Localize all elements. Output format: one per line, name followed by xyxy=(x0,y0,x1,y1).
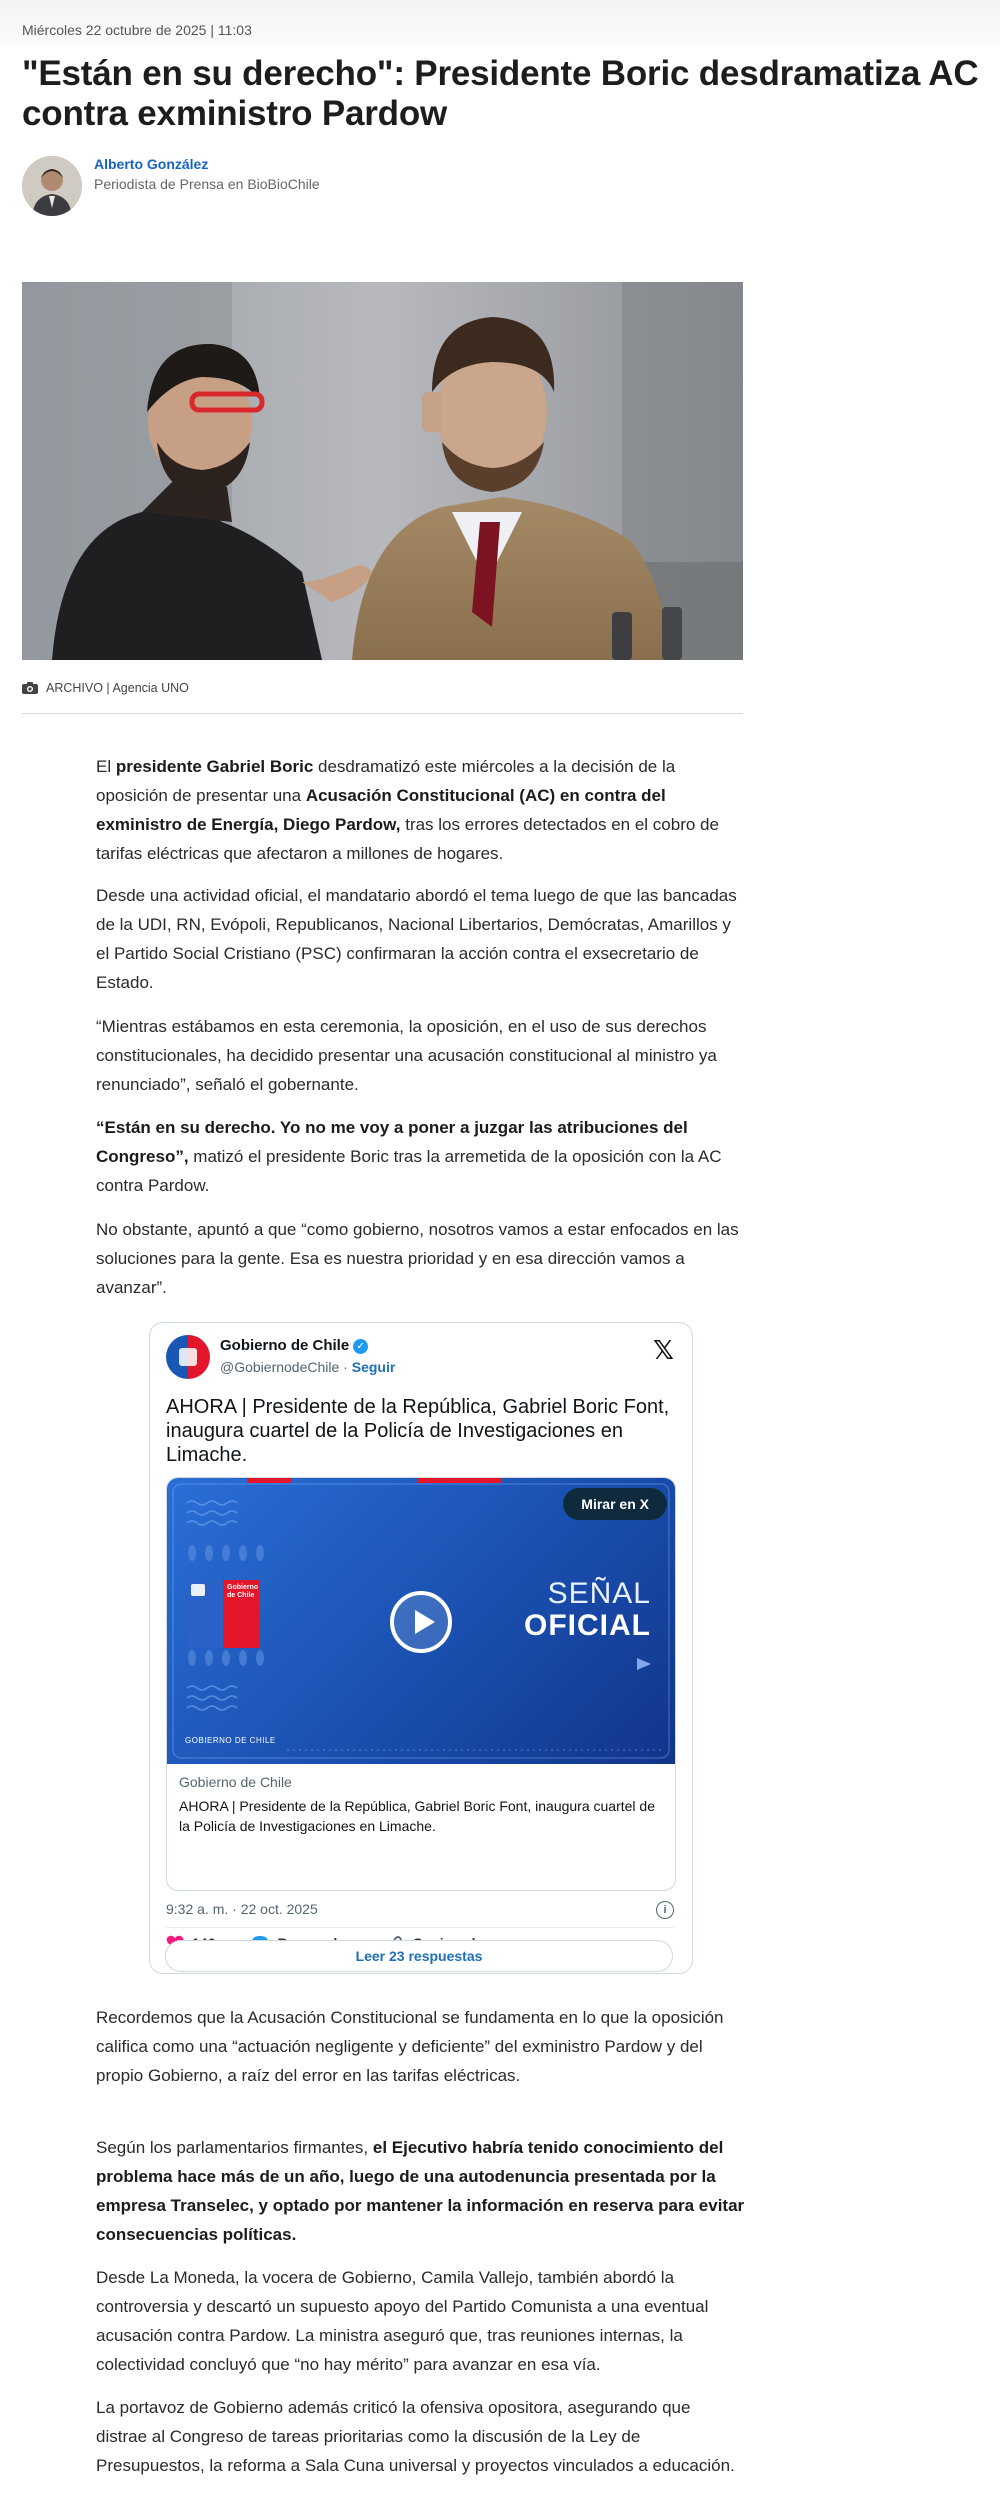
tweet-divider xyxy=(166,1927,674,1928)
play-icon[interactable] xyxy=(390,1591,452,1653)
photo-caption xyxy=(22,681,189,695)
paragraph-1: El presidente Gabriel Boric desdramatizó este miércoles a la decisión de la oposición de presentar una Acusación Constitucional (AC) en contra del exministro de Energía, Diego Pardow, tras los errores detectados en el cobro de tarifas eléctricas que afectaron a millones de hogares. xyxy=(96,757,719,863)
watch-on-x-button[interactable]: Mirar en X xyxy=(563,1488,667,1520)
tweet-handle[interactable]: @GobiernodeChile xyxy=(220,1359,340,1375)
embedded-tweet[interactable] xyxy=(149,1322,693,1974)
video-footer: GOBIERNO DE CHILE xyxy=(185,1736,276,1745)
publish-date: Miércoles 22 octubre de 2025 | 11:03 xyxy=(22,22,252,38)
author-name-link[interactable]: Alberto González xyxy=(94,156,209,172)
paragraph-9: La portavoz de Gobierno además criticó la ofensiva opositora, asegurando que distrae al Congreso de tareas prioritarias como la discusión de la Ley de Presupuestos, la reforma a Sala Cuna universal y proyectos vinculados a educación. xyxy=(96,2398,735,2475)
video-brand-label: Gobierno de Chile xyxy=(227,1584,259,1599)
tweet-media-card[interactable] xyxy=(166,1477,676,1891)
tweet-video[interactable] xyxy=(167,1478,675,1764)
tweet-avatar[interactable] xyxy=(166,1335,210,1379)
x-logo-icon[interactable]: 𝕏 xyxy=(653,1335,674,1365)
tweet-text: AHORA | Presidente de la República, Gabriel Boric Font, inaugura cuartel de la Policía de Investigaciones en Limache. xyxy=(166,1396,670,1466)
camera-icon xyxy=(22,682,38,694)
paragraph-5: No obstante, apuntó a que “como gobierno, nosotros vamos a estar enfocados en las soluciones para la gente. Esa es nuestra prioridad y en esa dirección vamos a avanzar”. xyxy=(96,1220,739,1297)
read-replies-button[interactable]: Leer 23 respuestas xyxy=(165,1940,673,1972)
card-source: Gobierno de Chile xyxy=(179,1774,292,1790)
photo-caption-text: ARCHIVO | Agencia UNO xyxy=(46,681,189,695)
tweet-account-name[interactable]: Gobierno de Chile ✓ xyxy=(220,1337,368,1354)
author-role: Periodista de Prensa en BioBioChile xyxy=(94,176,320,192)
tweet-handle-row: @GobiernodeChile · Seguir xyxy=(220,1359,396,1375)
follow-link[interactable]: Seguir xyxy=(351,1359,396,1375)
video-title: SEÑAL OFICIAL xyxy=(524,1577,651,1642)
tweet-timestamp[interactable]: 9:32 a. m. · 22 oct. 2025 xyxy=(166,1901,318,1917)
article-title: "Están en su derecho": Presidente Boric desdramatiza AC contra exministro Pardow xyxy=(22,54,979,133)
paragraph-2: Desde una actividad oficial, el mandatario abordó el tema luego de que las bancadas de la UDI, RN, Evópoli, Republicanos, Nacional Libertarios, Demócratas, Amarillos y el Partido Social Cristiano (PSC) confirmaran la acción contra el exsecretario de Estado. xyxy=(96,886,737,992)
info-icon[interactable]: i xyxy=(656,1901,674,1919)
divider xyxy=(22,713,743,714)
verified-badge-icon: ✓ xyxy=(353,1339,368,1354)
paragraph-4: “Están en su derecho. Yo no me voy a poner a juzgar las atribuciones del Congreso”, matizó el presidente Boric tras la arremetida de la oposición con la AC contra Pardow. xyxy=(96,1118,722,1195)
paragraph-3: “Mientras estábamos en esta ceremonia, la oposición, en el uso de sus derechos constitucionales, ha decidido presentar una acusación constitucional al ministro ya renunciado”, señaló el gobernante. xyxy=(96,1017,717,1094)
paragraph-8: Desde La Moneda, la vocera de Gobierno, Camila Vallejo, también abordó la controversia y descartó un supuesto apoyo del Partido Comunista a una eventual acusación contra Pardow. La ministra aseguró que, tras reuniones internas, la colectividad concluyó que “no hay mérito” para avanzar en esa vía. xyxy=(96,2268,709,2374)
paragraph-6: Recordemos que la Acusación Constitucional se fundamenta en lo que la oposición califica como una “actuación negligente y deficiente” del exministro Pardow y del propio Gobierno, a raíz del error en las tarifas eléctricas. xyxy=(96,2008,724,2085)
author-avatar[interactable] xyxy=(22,156,82,216)
paragraph-7: Según los parlamentarios firmantes, el Ejecutivo habría tenido conocimiento del problema hace más de un año, luego de una autodenuncia presentada por la empresa Transelec, y optado por mantener la información en reserva para evitar consecuencias políticas. xyxy=(96,2138,745,2244)
card-description: AHORA | Presidente de la República, Gabriel Boric Font, inaugura cuartel de la Policía de Investigaciones en Limache. xyxy=(179,1798,655,1834)
article-photo xyxy=(22,282,743,660)
